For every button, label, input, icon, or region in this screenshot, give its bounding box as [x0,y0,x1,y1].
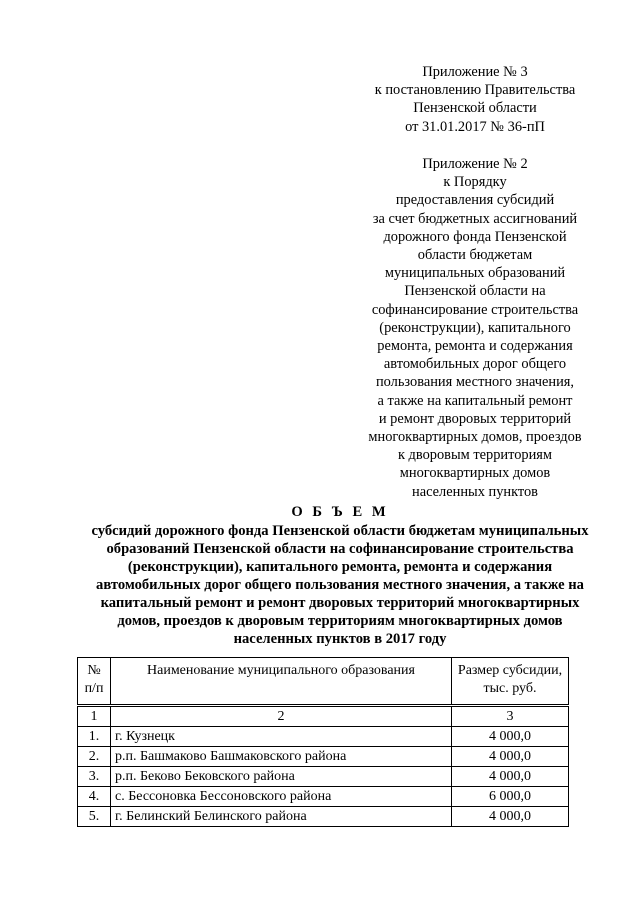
title-line: капитальный ремонт и ремонт дворовых территорий многоквартирных [100,595,580,611]
header-name [111,658,452,706]
title-line: автомобильных дорог общего пользования местного значения, а также на [96,577,584,593]
table-header-row [78,658,569,706]
annex-2-line: софинансирование строительства [371,301,579,318]
header-number [78,658,111,706]
table-row [78,727,569,747]
table-row [78,787,569,807]
document-heading: О Б Ъ Е М [291,504,389,520]
annex-2-line: дорожного фонда Пензенской [383,228,567,245]
title-line: населенных пунктов в 2017 году [233,631,447,647]
header-amount-line2: тыс. руб. [483,681,537,696]
row-number: 2. [78,747,111,767]
annex-3-line: Пензенской области [413,100,537,117]
annex-3-line: Приложение № 3 [422,64,528,80]
row-number: 3. [78,767,111,787]
table-row [78,747,569,767]
header-number-line2: п/п [84,681,104,696]
annex-2-line: а также на капитальный ремонт [377,392,573,409]
municipality-name: р.п. Башмаково Башмаковского района [111,747,452,767]
annex-2-line: населенных пунктов [412,483,538,500]
header-name-label: Наименование муниципального образования [147,663,415,678]
row-number: 4. [78,787,111,807]
subsidy-amount: 4 000,0 [452,727,569,747]
column-number-row [78,706,569,727]
municipality-name: г. Белинский Белинского района [111,807,452,827]
subsidy-amount: 4 000,0 [452,807,569,827]
column-number: 1 [78,706,111,727]
header-number-line1: № [87,663,101,678]
annex-2-line: за счет бюджетных ассигнований [372,210,578,227]
annex-3-line: от 31.01.2017 № 36-пП [405,118,545,135]
row-number: 1. [78,727,111,747]
annex-2-line: многоквартирных домов [399,465,551,482]
title-line: субсидий дорожного фонда Пензенской области бюджетам муниципальных [91,523,589,539]
header-amount-line1: Размер субсидии, [457,663,563,678]
annex-2-block [355,155,595,501]
annex-2-line: пользования местного значения, [375,374,575,391]
annex-2-line: Приложение № 2 [422,156,528,172]
column-number: 3 [452,706,569,727]
annex-2-line: предоставления субсидий [395,192,555,209]
subsidy-table [77,657,569,827]
annex-2-line: к Порядку [443,174,507,191]
header-amount [452,658,569,706]
subsidy-amount: 4 000,0 [452,767,569,787]
annex-2-line: и ремонт дворовых территорий [378,410,572,427]
annex-2-line: автомобильных дорог общего [383,356,567,373]
table-row [78,807,569,827]
table-row [78,767,569,787]
annex-2-line: ремонта, ремонта и содержания [377,338,573,355]
municipality-name: с. Бессоновка Бессоновского района [111,787,452,807]
annex-2-line: (реконструкции), капитального [379,319,571,336]
annex-3-line: к постановлению Правительства [374,82,576,99]
subsidy-amount: 6 000,0 [452,787,569,807]
annex-2-line: муниципальных образований [384,265,566,282]
municipality-name: р.п. Беково Бековского района [111,767,452,787]
document-title-block [40,503,640,648]
annex-2-line: многоквартирных домов, проездов [368,429,582,446]
annex-2-line: к дворовым территориям [397,447,553,464]
annex-2-line: области бюджетам [417,247,533,264]
title-line: (реконструкции), капитального ремонта, ремонта и содержания [127,559,553,575]
annex-2-line: Пензенской области на [404,283,546,300]
title-line: образований Пензенской области на софинансирование строительства [106,541,574,557]
annex-3-block [355,63,595,136]
column-number: 2 [111,706,452,727]
subsidy-amount: 4 000,0 [452,747,569,767]
row-number: 5. [78,807,111,827]
municipality-name: г. Кузнецк [111,727,452,747]
title-line: домов, проездов к дворовым территориям многоквартирных домов [117,613,563,629]
